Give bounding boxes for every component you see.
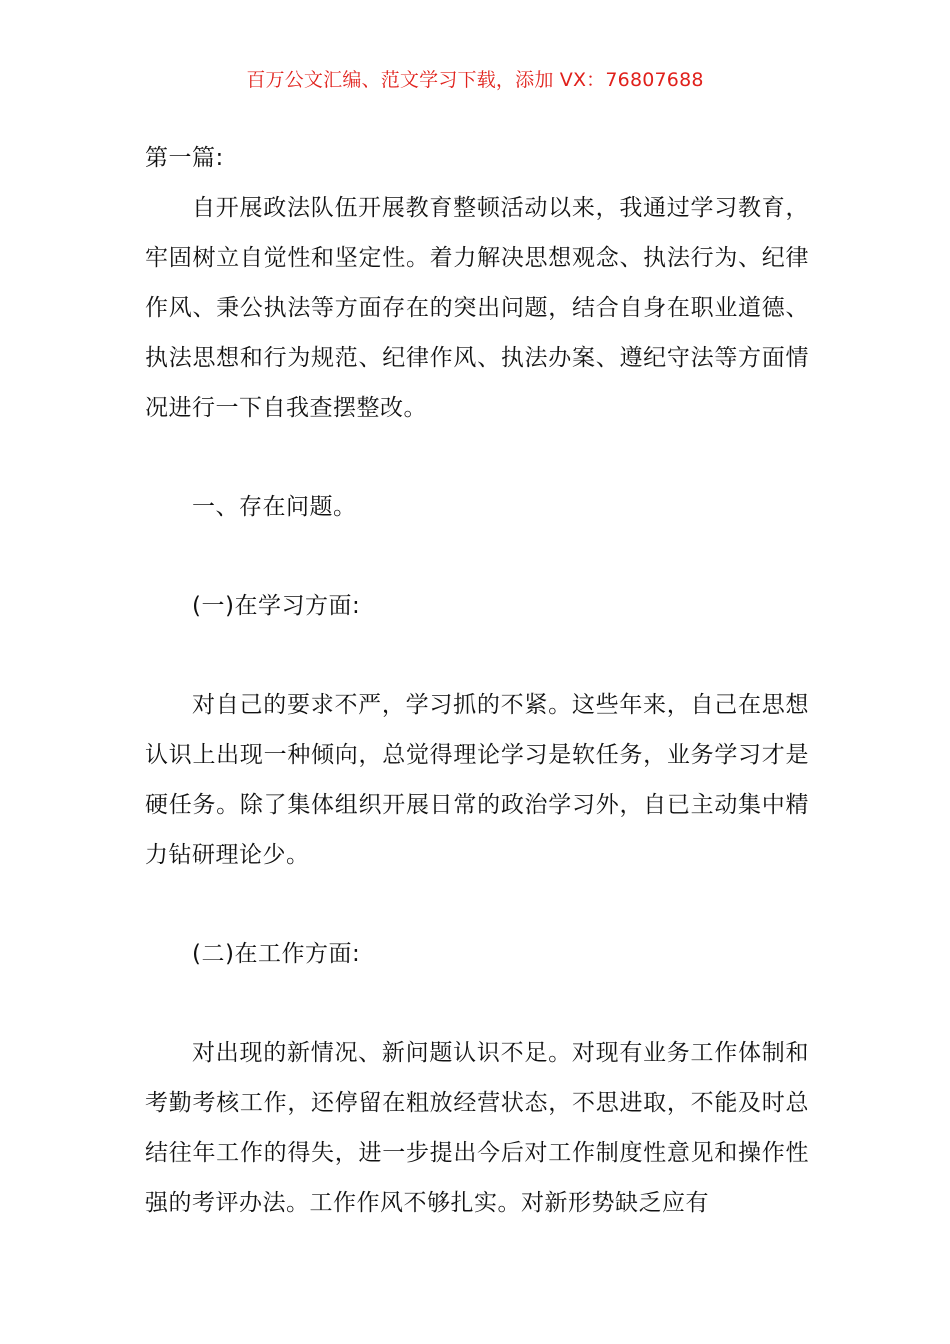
paragraph-work: 对出现的新情况、新问题认识不足。对现有业务工作体制和考勤考核工作，还停留在粗放经营状态，不思进取，不能及时总结往年工作的得失，进一步提出今后对工作制度性意见和操作性强的考评办法。工作作风不够扎实。对新形势缺乏应有 <box>145 1040 809 1216</box>
intro-paragraph: 自开展政法队伍开展教育整顿活动以来，我通过学习教育，牢固树立自觉性和坚定性。着力解决思想观念、执法行为、纪律作风、秉公执法等方面存在的突出问题，结合自身在职业道德、执法思想和行为规范、纪律作风、执法办案、遵纪守法等方面情况进行一下自我查摆整改。 <box>145 195 809 421</box>
subheading-study: (一)在学习方面: <box>192 593 361 619</box>
paragraph-study: 对自己的要求不严，学习抓的不紧。这些年来，自己在思想认识上出现一种倾向，总觉得理论学习是软任务，业务学习才是硬任务。除了集体组织开展日常的政治学习外，自已主动集中精力钻研理论少。 <box>145 692 809 868</box>
heading-existing-problems: 一、存在问题。 <box>192 494 357 520</box>
subheading-work: (二)在工作方面: <box>192 941 361 967</box>
document-body <box>145 133 809 1228</box>
section-title: 第一篇: <box>145 145 224 171</box>
header-watermark: 百万公文汇编、范文学习下载，添加 VX：76807688 <box>246 69 704 91</box>
